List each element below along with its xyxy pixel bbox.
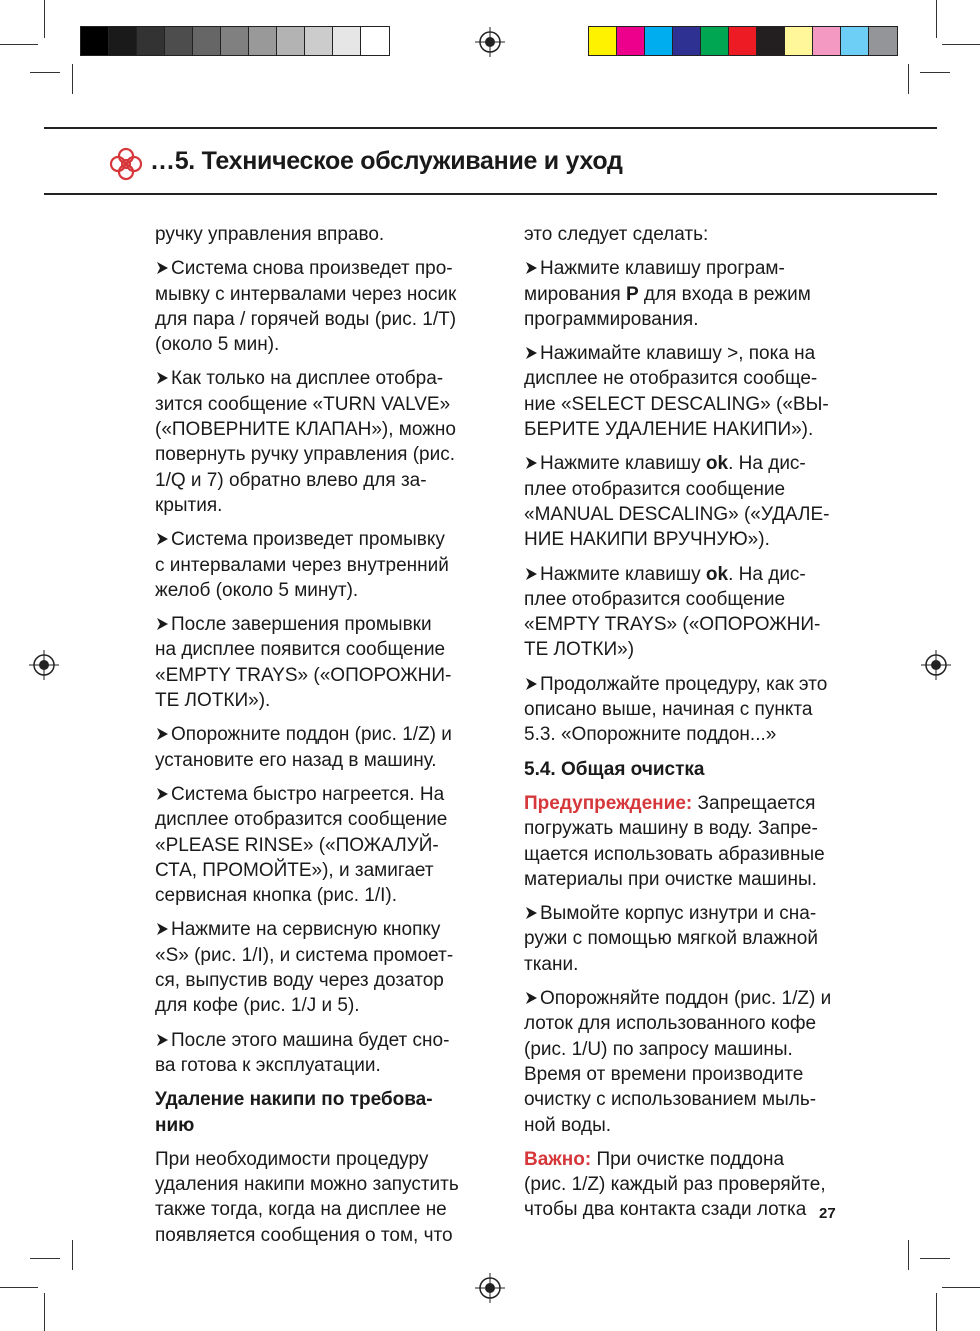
arrow-bullet-icon [155, 1033, 169, 1047]
list-item: Нажмите клавишу ok. На дис- плее отобразится сообщение «EMPTY TRAYS» («ОПОРОЖНИ- ТЕ ЛОТКИ») [524, 563, 821, 661]
arrow-bullet-icon [155, 532, 169, 546]
list-item: Вымойте корпус изнутри и сна- ружи с помощью мягкой влажной ткани. [524, 903, 818, 975]
list-item: Нажмите клавишу ok. На дис- плее отобразится сообщение «MANUAL DESCALING» («УДАЛЕ- НИЕ НАКИПИ ВРУЧНУЮ»). [524, 453, 830, 551]
color-swatch [333, 27, 361, 55]
list-item: Нажимайте клавишу >, пока на дисплее не отобразится сообще- ние «SELECT DESCALING» («ВЫ- БЕРИТЕ УДАЛЕНИЕ НАКИПИ»). [524, 343, 829, 441]
list-item: После завершения промывки на дисплее появится сообщение «EMPTY TRAYS» («ОПОРОЖНИ- ТЕ ЛОТКИ»). [155, 614, 452, 712]
list-item: Система произведет промывку с интервалами через внутренний желоб (около 5 минут). [155, 529, 449, 601]
list-item: Нажмите на сервисную кнопку «S» (рис. 1/I), и система промоет- ся, выпустив воду через дозатор для кофе (рис. 1/J и 5). [155, 919, 454, 1017]
color-swatch [137, 27, 165, 55]
crop-mark [936, 1293, 937, 1331]
process-color-bar [588, 26, 898, 56]
arrow-bullet-icon [155, 727, 169, 741]
list-item: Продолжайте процедуру, как это описано выше, начиная с пункта 5.3. «Опорожните поддон...» [524, 673, 828, 746]
color-swatch [165, 27, 193, 55]
color-swatch [617, 27, 645, 55]
crop-mark [908, 64, 909, 94]
color-swatch [81, 27, 109, 55]
crop-mark [44, 0, 45, 38]
arrow-bullet-icon [155, 787, 169, 801]
color-swatch [193, 27, 221, 55]
color-swatch [361, 27, 389, 55]
crop-mark [920, 72, 950, 73]
crop-mark [30, 1258, 60, 1259]
important-label: Важно: [524, 1148, 592, 1170]
crop-mark [942, 44, 980, 45]
color-swatch [841, 27, 869, 55]
crop-mark [920, 1258, 950, 1259]
header-top-rule [44, 127, 937, 129]
list-item: Опорожните поддон (рис. 1/Z) и установите его назад в машину. [155, 724, 452, 771]
list-item: Система снова произведет про- мывку с интервалами через носик для пара / горячей воды (рис. 1/T) (около 5 мин). [155, 258, 457, 356]
arrow-bullet-icon [524, 567, 538, 581]
color-swatch [757, 27, 785, 55]
right-column [524, 222, 864, 1232]
list-item: Опорожняйте поддон (рис. 1/Z) и лоток для использованного кофе (рис. 1/U) по запросу машины. Время от времени производите очистку с использованием мыль- ной воды. [524, 988, 832, 1136]
paragraph: При необходимости процедуру удаления накипи можно запустить также тогда, когда на дисплее не появляется сообщения о том, что [155, 1148, 459, 1246]
color-swatch [869, 27, 897, 55]
paragraph: ручку управления вправо. [155, 224, 385, 245]
arrow-bullet-icon [155, 617, 169, 631]
color-swatch [589, 27, 617, 55]
arrow-bullet-icon [524, 261, 538, 275]
registration-mark-icon [475, 1273, 505, 1303]
list-item: После этого машина будет сно- ва готова к эксплуатации. [155, 1029, 450, 1076]
color-swatch [645, 27, 673, 55]
crop-mark [908, 1240, 909, 1270]
subsection-heading: 5.4. Общая очистка [524, 758, 705, 780]
arrow-bullet-icon [524, 991, 538, 1005]
crop-mark [72, 1240, 73, 1270]
color-swatch [249, 27, 277, 55]
crop-mark [936, 0, 937, 38]
subsection-heading: Удаление накипи по требова- нию [155, 1089, 433, 1136]
color-swatch [701, 27, 729, 55]
paragraph: это следует сделать: [524, 224, 709, 245]
warning-paragraph: Предупреждение: Запрещается погружать машину в воду. Запре- щается использовать абразивные материалы при очистке машины. [524, 792, 825, 890]
color-swatch [729, 27, 757, 55]
color-swatch [673, 27, 701, 55]
color-swatch [305, 27, 333, 55]
crop-mark [72, 64, 73, 94]
crop-mark [0, 1287, 38, 1288]
color-swatch [221, 27, 249, 55]
color-swatch [785, 27, 813, 55]
page-title: …5. Техническое обслуживание и уход [150, 147, 623, 175]
color-swatch [109, 27, 137, 55]
color-swatch [277, 27, 305, 55]
grayscale-color-bar [80, 26, 390, 56]
registration-mark-icon [921, 650, 951, 680]
arrow-bullet-icon [155, 922, 169, 936]
arrow-bullet-icon [524, 346, 538, 360]
crop-mark [942, 1287, 980, 1288]
page-number: 27 [819, 1205, 836, 1222]
important-paragraph: Важно: При очистке поддона (рис. 1/Z) каждый раз проверяйте, чтобы два контакта сзади лотка [524, 1148, 826, 1221]
arrow-bullet-icon [524, 456, 538, 470]
list-item: Нажмите клавишу програм- мирования P для входа в режим программирования. [524, 258, 811, 330]
list-item: Как только на дисплее отобра- зится сообщение «TURN VALVE» («ПОВЕРНИТЕ КЛАПАН»), можно повернуть ручку управления (рис. 1/Q и 7) обратно влево для за- крытия. [155, 368, 456, 516]
section-logo-icon [108, 146, 144, 182]
registration-mark-icon [475, 27, 505, 57]
header-bottom-rule [44, 193, 937, 195]
crop-mark [44, 1293, 45, 1331]
crop-mark [30, 72, 60, 73]
arrow-bullet-icon [155, 261, 169, 275]
left-column [155, 222, 490, 1257]
color-swatch [813, 27, 841, 55]
arrow-bullet-icon [524, 906, 538, 920]
warning-label: Предупреждение: [524, 792, 693, 814]
list-item: Система быстро нагреется. На дисплее отобразится сообщение «PLEASE RINSE» («ПОЖАЛУЙ- СТА, ПРОМОЙТЕ»), и замигает сервисная кнопка (рис. 1/I). [155, 783, 448, 907]
arrow-bullet-icon [155, 371, 169, 385]
arrow-bullet-icon [524, 677, 538, 691]
registration-mark-icon [29, 650, 59, 680]
crop-mark [0, 44, 38, 45]
